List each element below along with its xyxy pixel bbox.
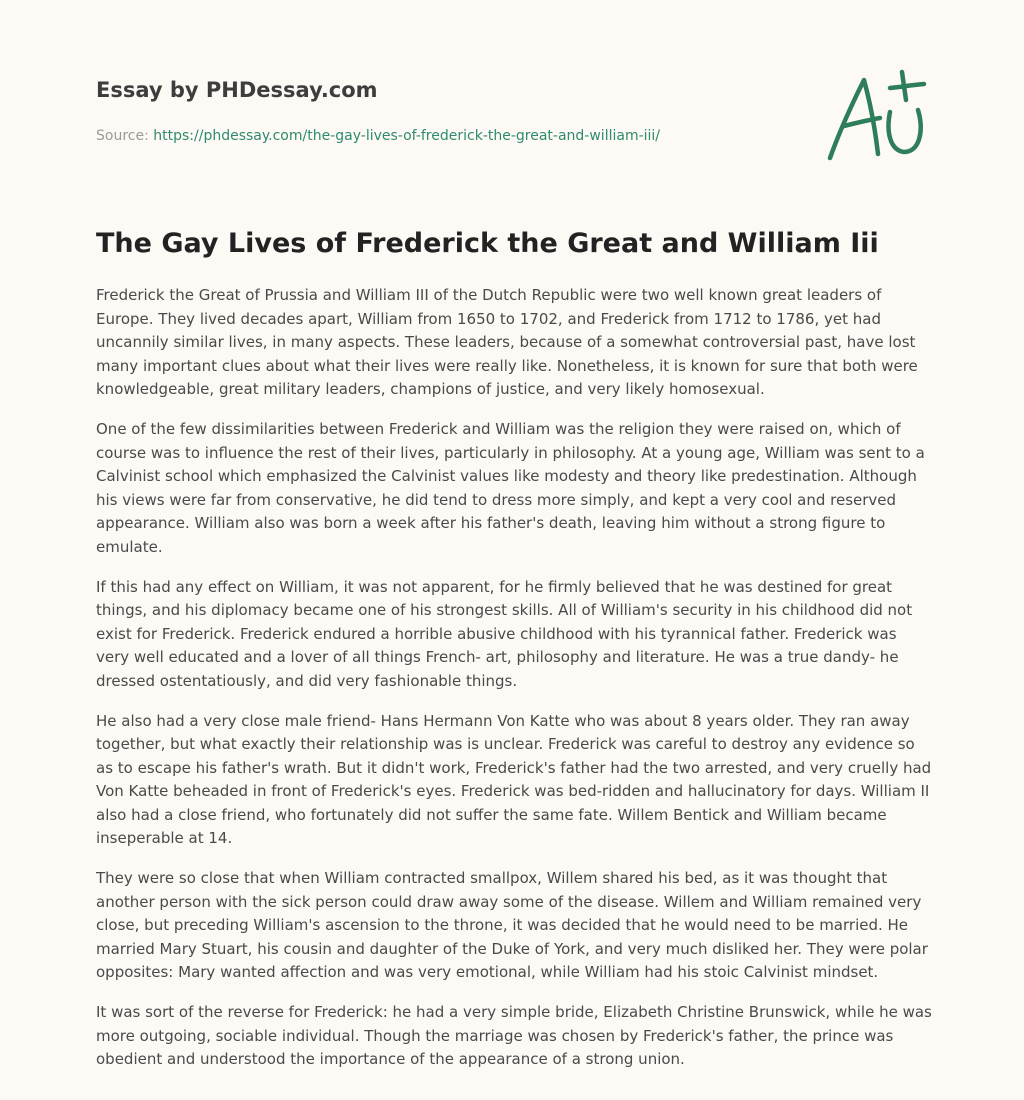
paragraph: Frederick the Great of Prussia and William III of the Dutch Republic were two well known great leaders of Europe. They lived decades apart, William from 1650 to 1702, and Frederick from 1712 to 1786, yet had uncannily similar lives, in many aspects. These leaders, because of a somewhat controversial past, have lost many important clues about what their lives were really like. Nonetheless, it is known for sure that both were knowledgeable, great military leaders, champions of justice, and very likely homosexual. <box>96 286 918 399</box>
brand-title: Essay by PHDessay.com <box>96 78 378 102</box>
source-line <box>96 126 776 146</box>
paragraph: It was sort of the reverse for Frederick: he had a very simple bride, Elizabeth Christine Brunswick, while he was more outgoing, sociable individual. Though the marriage was chosen by Frederick's father, the prince was obedient and understood the importance of the appearance of a strong union. <box>96 1003 932 1069</box>
a-plus-grade-icon <box>820 68 930 164</box>
paragraph: He also had a very close male friend- Hans Hermann Von Katte who was about 8 years older. They ran away together, but what exactly their relationship was is unclear. Frederick was careful to destroy any evidence so as to escape his father's wrath. But it didn't work, Frederick's father had the two arrested, and very cruelly had Von Katte beheaded in front of Frederick's eyes. Frederick was bed-ridden and hallucinatory for days. William II also had a close friend, who fortunately did not suffer the same fate. Willem Bentick and William became inseperable at 14. <box>96 711 932 848</box>
paragraph: They were so close that when William contracted smallpox, Willem shared his bed, as it was thought that another person with the sick person could draw away some of the disease. Willem and William remained very close, but preceding William's ascension to the throne, it was decided that he would need to be married. He married Mary Stuart, his cousin and daughter of the Duke of York, and very much disliked her. They were polar opposites: Mary wanted affection and was very emotional, while William had his stoic Calvinist mindset. <box>96 869 928 982</box>
paragraph: One of the few dissimilarities between Frederick and William was the religion they were raised on, which of course was to influence the rest of their lives, particularly in philosophy. At a young age, William was sent to a Calvinist school which emphasized the Calvinist values like modesty and theory like predestination. Although his views were far from conservative, he did tend to dress more simply, and kept a very cool and reserved appearance. William also was born a week after his father's death, leaving him without a strong figure to emulate. <box>96 419 925 556</box>
source-label: Source: <box>96 128 154 144</box>
paragraph: If this had any effect on William, it was not apparent, for he firmly believed that he was destined for great things, and his diplomacy became one of his strongest skills. All of William's security in his childhood did not exist for Frederick. Frederick endured a horrible abusive childhood with his tyrannical father. Frederick was very well educated and a lover of all things French- art, philosophy and literature. He was a true dandy- he dressed ostentatiously, and did very fashionable things. <box>96 577 913 690</box>
article-title: The Gay Lives of Frederick the Great and William Iii <box>96 228 879 259</box>
article-body <box>96 284 932 1088</box>
source-link[interactable]: https://phdessay.com/the-gay-lives-of-frederick-the-great-and-william-iii/ <box>153 128 661 144</box>
page-header <box>96 76 776 146</box>
